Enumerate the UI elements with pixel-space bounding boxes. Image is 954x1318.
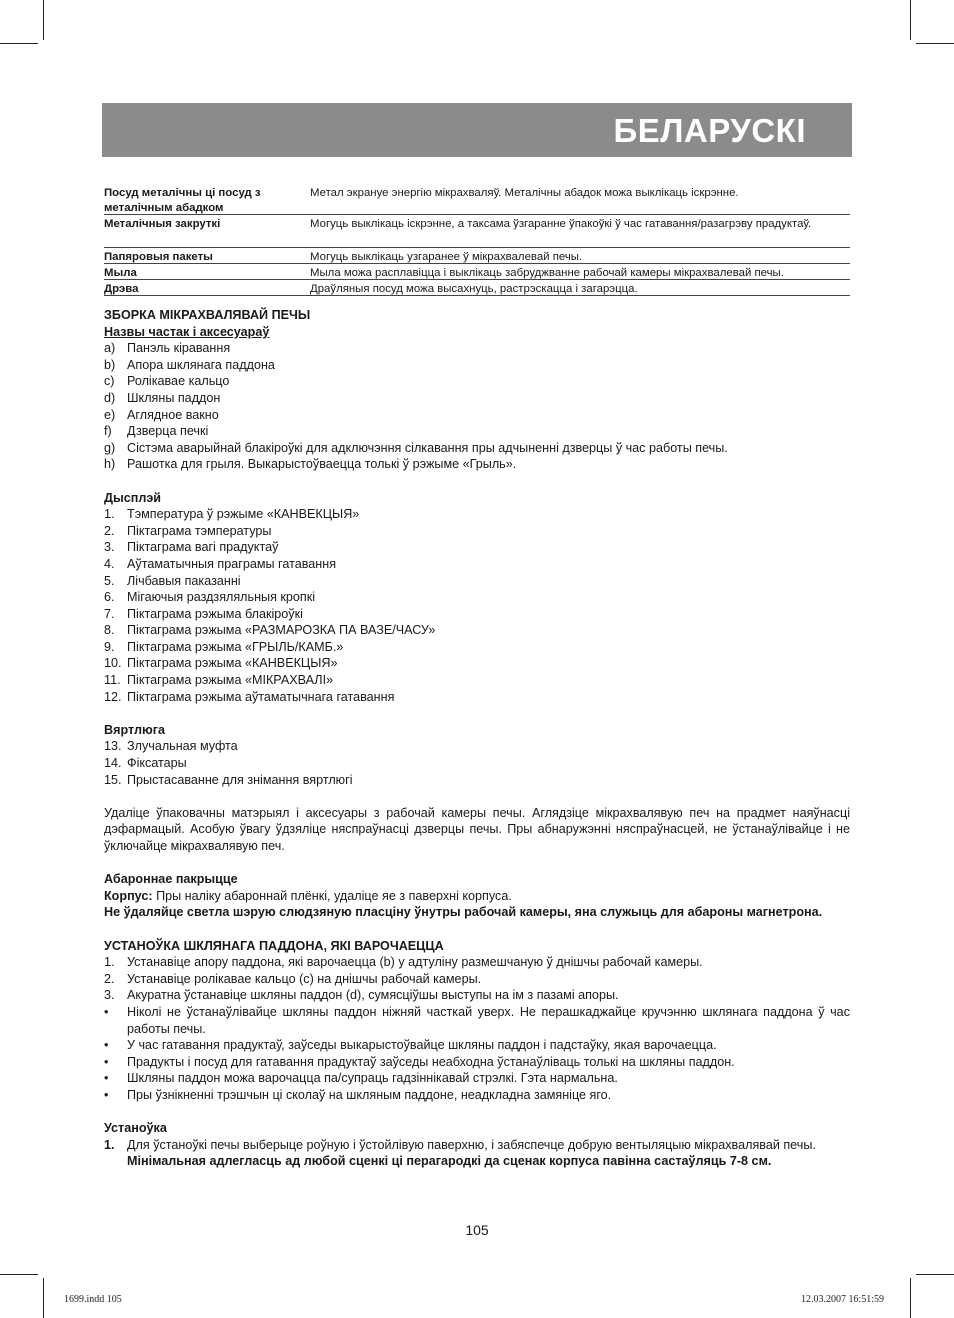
crop-mark xyxy=(916,1274,954,1275)
table-key: Металічныя закруткі xyxy=(104,218,221,230)
table-value: Могуць выклікаць узгаранее ў мікрахвалевай печы. xyxy=(310,251,583,263)
crop-mark xyxy=(910,1278,911,1318)
list-item: c) Ролікавае кальцо xyxy=(104,374,230,389)
table-row xyxy=(104,265,850,280)
list-item: 2. Устанавіце ролікавае кальцо (c) на днішчы рабочай камеры. xyxy=(104,971,482,986)
list-item: 14. Фіксатары xyxy=(104,756,187,771)
list-item: 2. Піктаграма тэмпературы xyxy=(104,523,272,538)
crop-mark xyxy=(43,1278,44,1318)
list-item: 5. Лічбавыя паказанні xyxy=(104,573,241,588)
list-item: d) Шкляны паддон xyxy=(104,390,221,405)
list-item: a) Панэль кіравання xyxy=(104,341,231,356)
list-item: 1. Тэмпература ў рэжыме «КАНВЕКЦЫЯ» xyxy=(104,507,360,522)
table-key: Мыла xyxy=(104,267,137,279)
table-key: Дрэва xyxy=(104,283,139,295)
materials-table xyxy=(104,185,850,296)
section-heading: Абароннае пакрыцце xyxy=(104,872,238,887)
table-row xyxy=(104,281,850,296)
page-title: БЕЛАРУСКІ xyxy=(613,112,806,149)
label: Корпус: xyxy=(104,888,153,903)
paragraph: Удаліце ўпаковачны матэрыял і аксесуары з рабочай камеры печы. Аглядзіце мікрахвалявую печ на прадмет наяўнасці дэфармацый. Асобую ўвагу ўдзяліце няспраўнасці дзверцы печы. Пры абнаружэнні няспраўнасцей, не ўстанаўлівайце і не ўключайце мікрахвалявую печ. xyxy=(104,805,850,853)
list-item: 10. Піктаграма рэжыма «КАНВЕКЦЫЯ» xyxy=(104,656,338,671)
list-item: • Ніколі не ўстанаўлівайце шкляны паддон ніжняй часткай уверх. Не перашкаджайце кручэнню шклянага паддона ў час работы печы. xyxy=(104,1004,850,1036)
footer-timestamp: 12.03.2007 16:51:59 xyxy=(800,1294,884,1305)
list-item: b) Апора шклянага паддона xyxy=(104,357,275,372)
list-item: 3. Акуратна ўстанавіце шкляны паддон (d), сумясціўшы выступы на ім з пазамі апоры. xyxy=(104,988,619,1003)
section-heading: Устаноўка xyxy=(104,1121,167,1136)
table-row xyxy=(104,216,850,248)
list-item: 3. Піктаграма вагі прадуктаў xyxy=(104,540,279,555)
list-item: 8. Піктаграма рэжыма «РАЗМАРОЗКА ПА ВАЗЕ/ЧАСУ» xyxy=(104,623,436,638)
list-item: 11. Піктаграма рэжыма «МІКРАХВАЛІ» xyxy=(104,673,334,688)
section-heading: Дысплэй xyxy=(104,490,162,505)
crop-mark xyxy=(43,0,44,40)
list-item: 15. Прыстасаванне для знімання вяртлюгі xyxy=(104,772,353,787)
paragraph: Корпус: Пры наліку абароннай плёнкі, удаліце яе з паверхні корпуса. xyxy=(104,888,512,903)
table-value: Мыла можа расплавіцца і выклікаць забруджванне рабочай камеры мікрахвалевай печы. xyxy=(310,267,784,279)
table-row xyxy=(104,249,850,264)
list-item: 1. Устанавіце апору паддона, які варочаецца (b) у адтуліну размешчаную ў днішчы рабочай камеры. xyxy=(104,955,703,970)
list-item: 12. Піктаграма рэжыма аўтаматычнага гатавання xyxy=(104,689,395,704)
section-heading: ЗБОРКА МІКРАХВАЛЯВАЙ ПЕЧЫ xyxy=(104,308,311,322)
list-item: 7. Піктаграма рэжыма блакіроўкі xyxy=(104,606,303,621)
list-item: 4. Аўтаматычныя праграмы гатавання xyxy=(104,556,337,571)
list-item: • Пры ўзнікненні трэшчын ці сколаў на шкляным паддоне, неадкладна замяніце яго. xyxy=(104,1087,612,1102)
crop-mark xyxy=(916,43,954,44)
table-key: Папяровыя пакеты xyxy=(104,251,213,263)
section-heading: УСТАНОЎКА ШКЛЯНАГА ПАДДОНА, ЯКІ ВАРОЧАЕЦЦА xyxy=(104,938,444,953)
crop-mark xyxy=(0,43,38,44)
list-item: 6. Мігаючыя раздзяляльныя кропкі xyxy=(104,590,316,605)
header-banner xyxy=(102,103,852,157)
warning-text: Мінімальная адлегласць ад любой сценкі ці перагародкі да сценак корпуса павінна састаўляць 7-8 см. xyxy=(127,1154,772,1169)
table-value: Метал экрануе энергію мікрахваляў. Металічны абадок можа выклікаць іскрэнне. xyxy=(310,187,739,199)
list-item: f) Дзверца печкі xyxy=(104,424,209,439)
list-item: 1. Для ўстаноўкі печы выберыце роўную і ўстойлівую паверхню, і забяспечце добрую вентыляцыю мікрахвалявай печы. xyxy=(104,1137,816,1152)
table-key: Посуд металічны ці посуд з металічным абадком xyxy=(104,187,261,214)
list-item: • У час гатавання прадуктаў, заўседы выкарыстоўвайце шкляны паддон і падстаўку, якая варочаецца. xyxy=(104,1038,717,1053)
table-row xyxy=(104,185,850,215)
list-item: 9. Піктаграма рэжыма «ГРЫЛЬ/КАМБ.» xyxy=(104,639,344,654)
crop-mark xyxy=(0,1274,38,1275)
section-subheading: Назвы частак і аксесуараў xyxy=(104,324,270,339)
crop-mark xyxy=(910,0,911,40)
list-item: e) Аглядное вакно xyxy=(104,407,219,422)
page-number: 105 xyxy=(465,1222,489,1238)
table-value: Могуць выклікаць іскрэнне, а таксама ўзгаранне ўпакоўкі ў час гатавання/разагрэву прадуктаў. xyxy=(310,218,812,230)
table-value: Драўляныя посуд можа высахнуць, растрэскацца і загарэцца. xyxy=(310,283,638,295)
list-item: • Шкляны паддон можа варочацца па/супраць гадзіннікавай стрэлкі. Гэта нармальна. xyxy=(104,1071,618,1086)
warning-text: Не ўдаляйце светла шэрую слюдзяную пласціну ўнутры рабочай камеры, яна служыць для абароны магнетрона. xyxy=(104,905,823,920)
list-item: g) Сістэма аварыйнай блакіроўкі для адключэння сілкавання пры адчыненні дзверцы ў час работы печы. xyxy=(104,440,728,455)
list-item: h) Рашотка для грыля. Выкарыстоўваецца толькі ў рэжыме «Грыль». xyxy=(104,457,517,472)
list-item: 13. Злучальная муфта xyxy=(104,739,238,754)
section-heading: Вяртлюга xyxy=(104,722,165,737)
footer-file: 1699.indd 105 xyxy=(64,1294,122,1305)
main-content xyxy=(104,307,850,1170)
list-item: • Прадукты і посуд для гатавання прадуктаў заўседы неабходна ўстанаўліваць толькі на шкляны паддон. xyxy=(104,1054,735,1069)
